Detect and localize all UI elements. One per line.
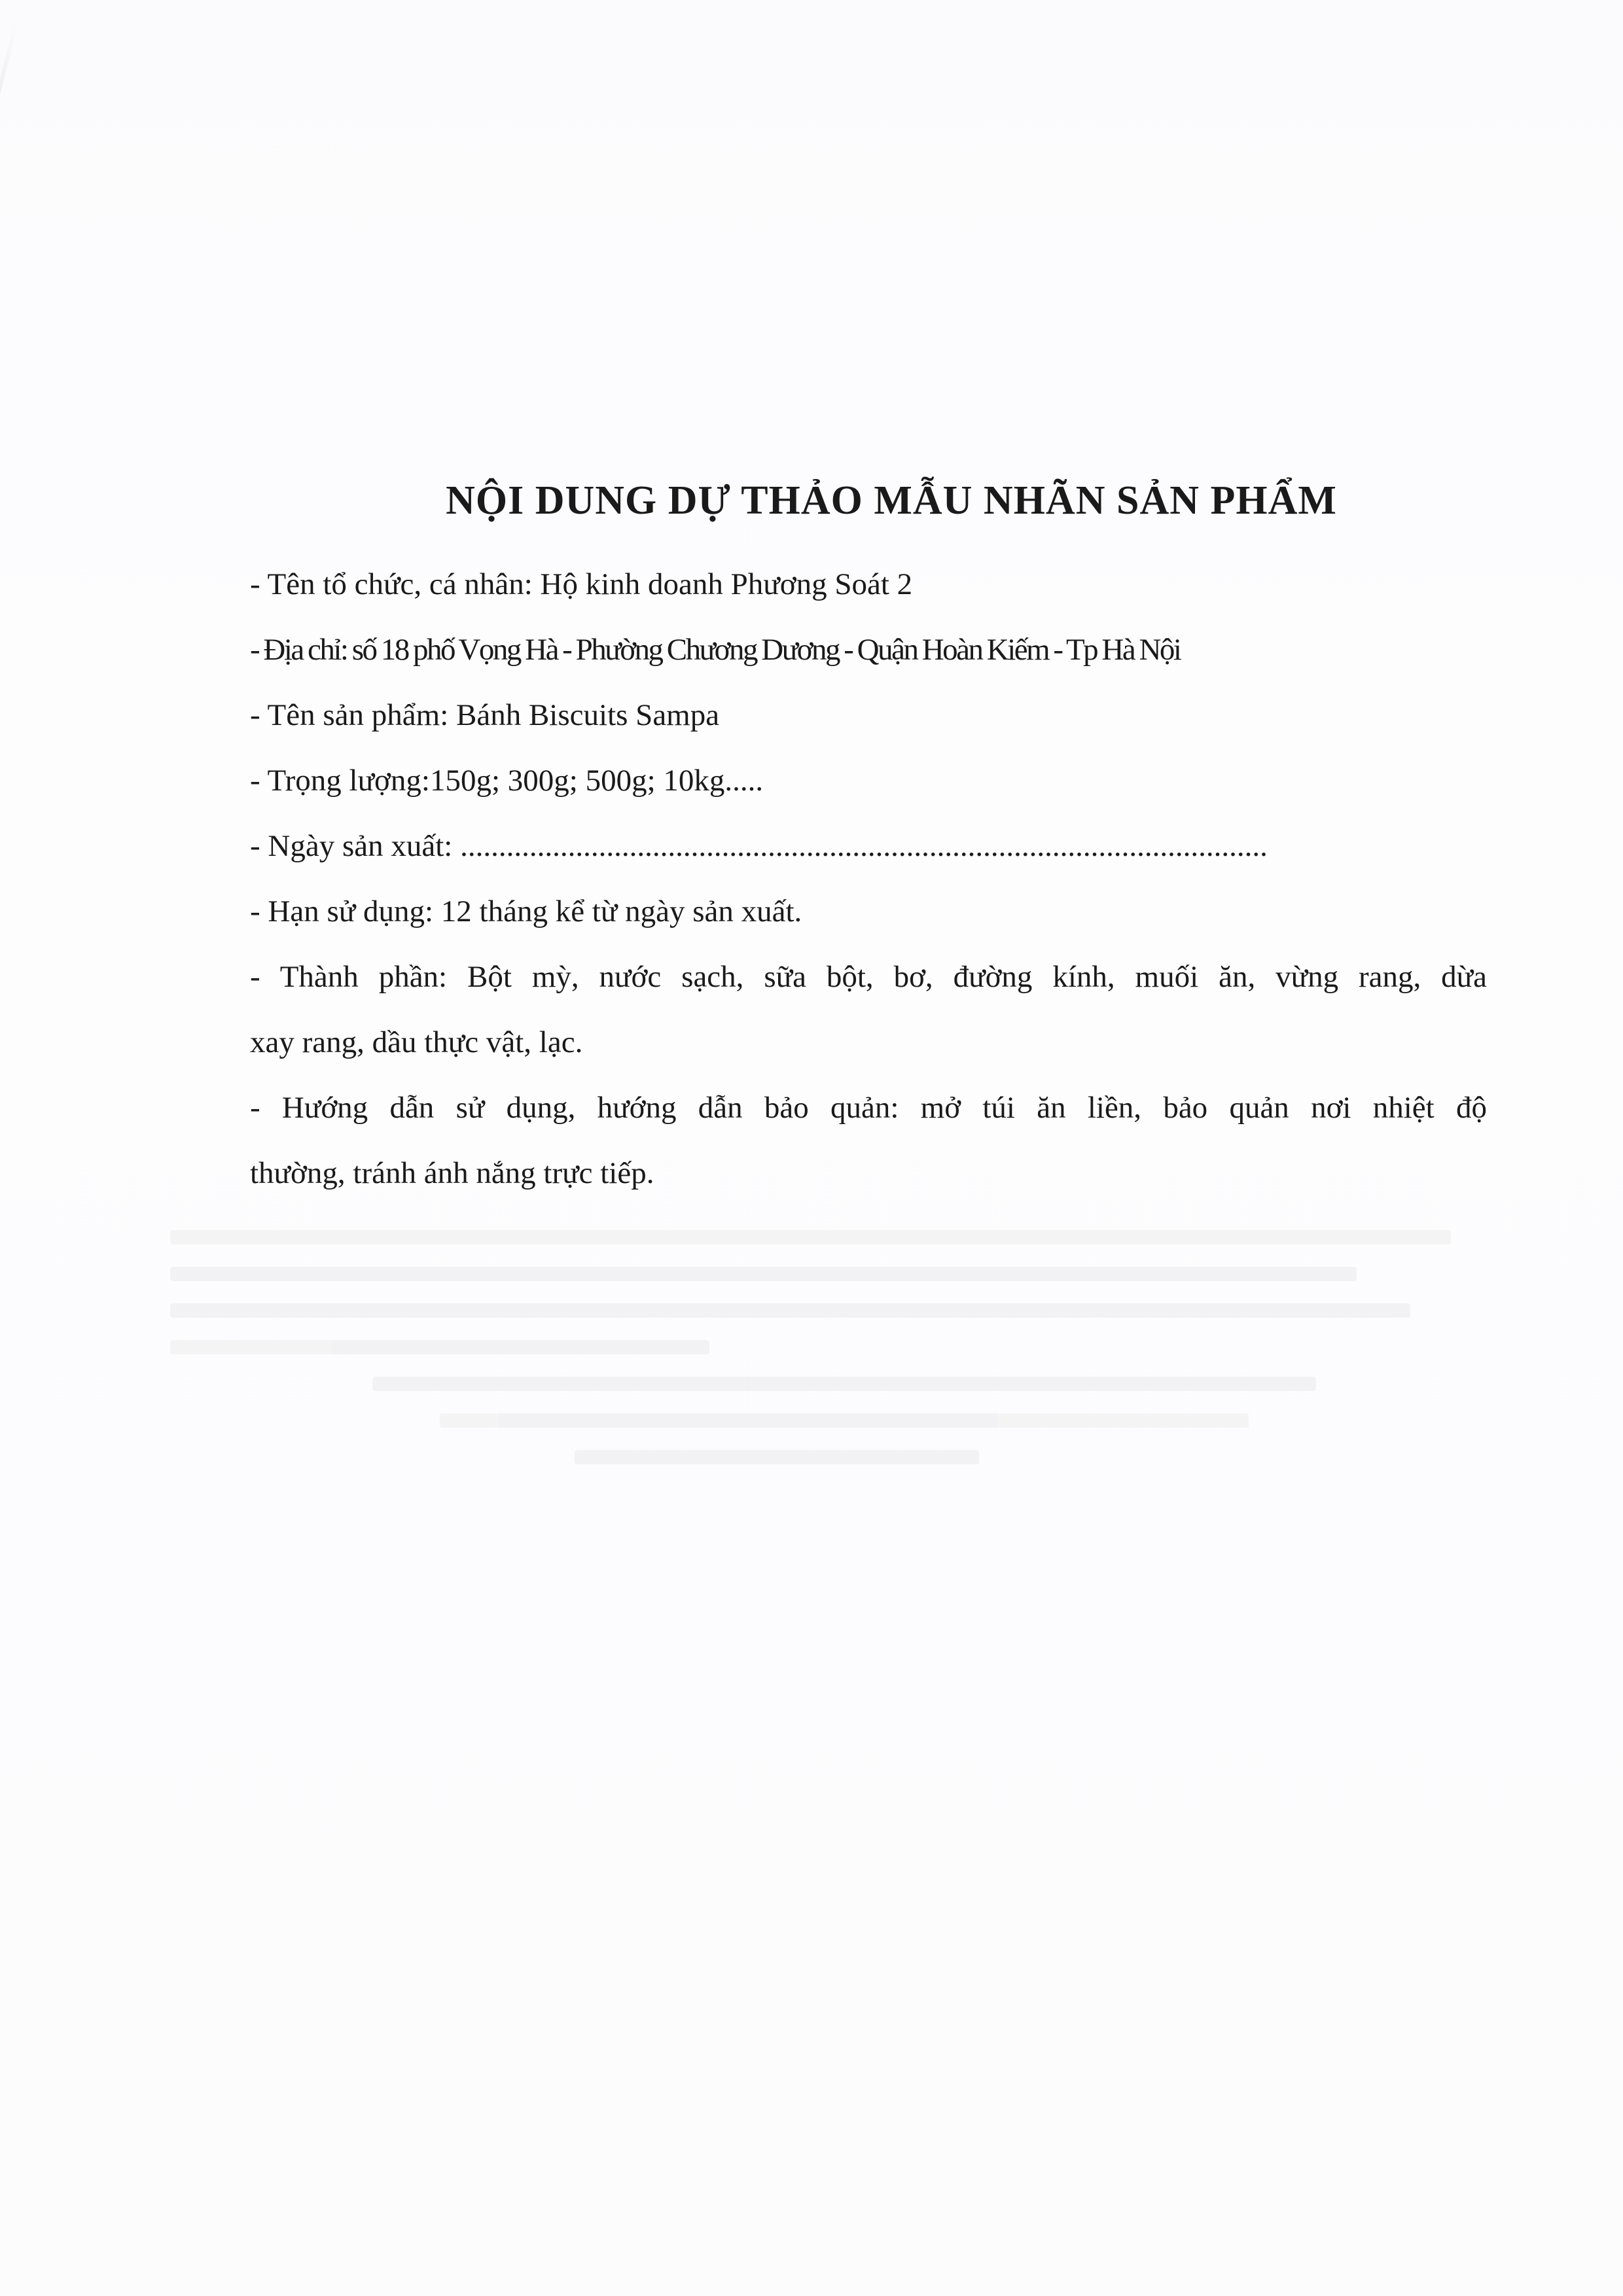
line-expiry: - Hạn sử dụng: 12 tháng kể từ ngày sản xuất. (250, 894, 802, 928)
line-production-date: - Ngày sản xuất: ......................................................................................................... (250, 829, 1268, 863)
bleed-through-artifact (170, 1230, 1518, 1819)
label-content (250, 478, 1493, 1206)
line-weight: - Trọng lượng:150g; 300g; 500g; 10kg..... (250, 764, 764, 798)
line-ingredients-continued: xay rang, dầu thực vật, lạc. (250, 1025, 583, 1059)
line-product-name: - Tên sản phẩm: Bánh Biscuits Sampa (250, 698, 720, 732)
line-instructions: - Hướng dẫn sử dụng, hướng dẫn bảo quản: mở túi ăn liền, bảo quản nơi nhiệt độ (250, 1091, 1487, 1125)
line-address: - Địa chỉ: số 18 phố Vọng Hà - Phường Chương Dương - Quận Hoàn Kiếm - Tp Hà Nội (250, 633, 1181, 667)
line-instructions-continued: thường, tránh ánh nắng trực tiếp. (250, 1156, 654, 1190)
line-organization: - Tên tổ chức, cá nhân: Hộ kinh doanh Phương Soát 2 (250, 567, 913, 601)
line-ingredients: - Thành phần: Bột mỳ, nước sạch, sữa bột, bơ, đường kính, muối ăn, vừng rang, dừa (250, 960, 1487, 994)
scan-edge-artifact (0, 26, 17, 433)
document-title: NỘI DUNG DỰ THẢO MẪU NHÃN SẢN PHẨM (446, 478, 1337, 523)
